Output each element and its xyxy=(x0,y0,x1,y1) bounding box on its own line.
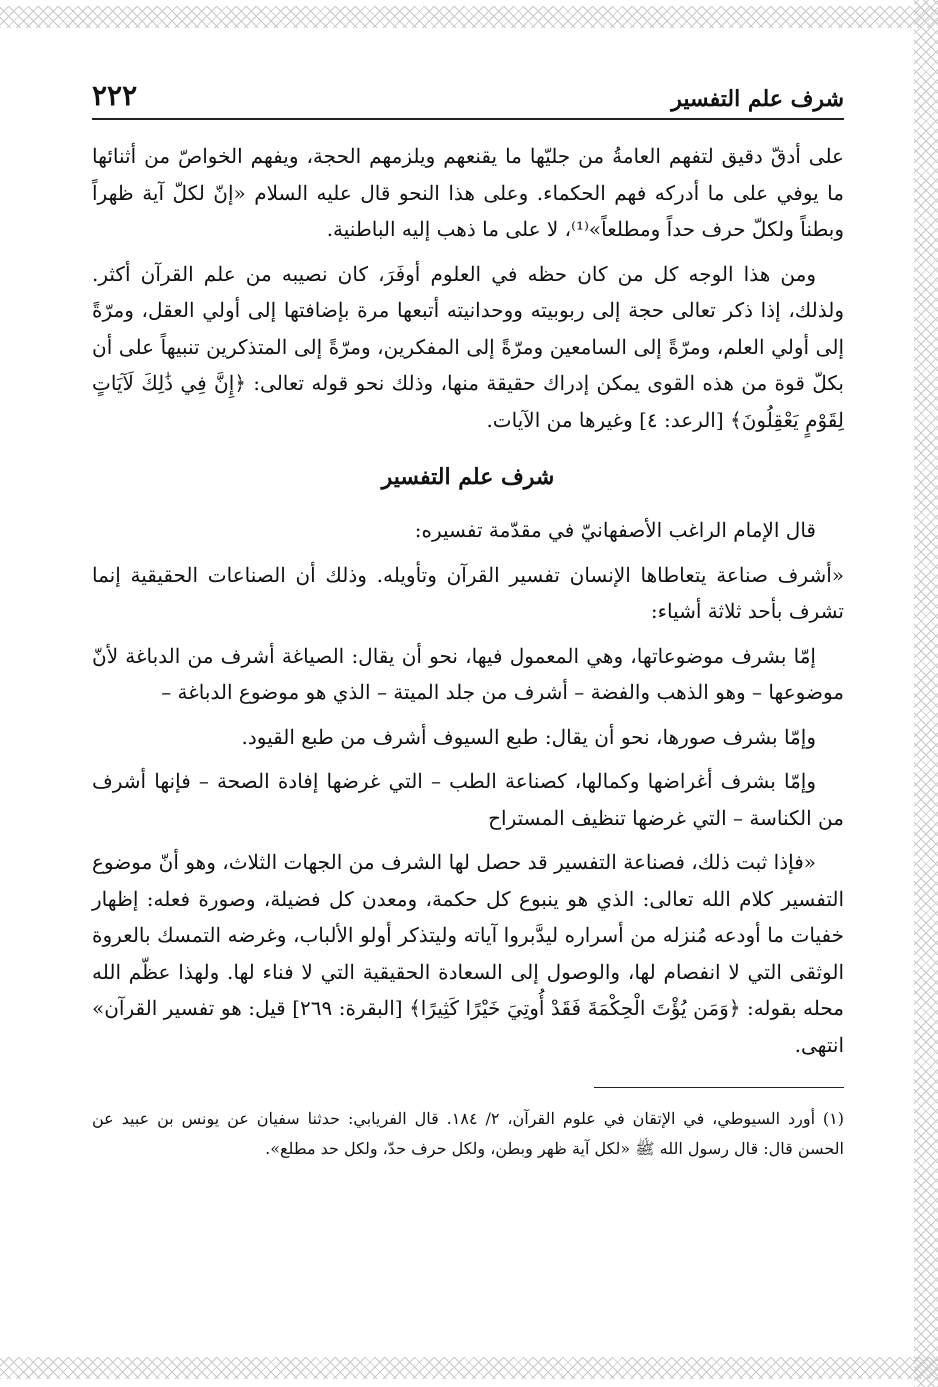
decorative-border-bottom xyxy=(0,1357,938,1379)
paragraph: ومن هذا الوجه كل من كان حظه في العلوم أوفَرَ، كان نصيبه من علم القرآن أكثر. ولذلك، إذا ذكر تعالى حجة إلى ربوبيته ووحدانيته أتبعها مرة بإضافتها إلى أولي العقل، ومرّةً إلى أولي العلم، ومرّةً إلى السامعين ومرّةً إلى المفكرين، ومرّةً إلى المتذكرين تنبيهاً على أن بكلّ قوة من هذه القوى يمكن إدراك حقيقة منها، وذلك نحو قوله تعالى: ﴿إِنَّ فِي ذَٰلِكَ لَآيَاتٍ لِقَوْمٍ يَعْقِلُونَ﴾ [الرعد: ٤] وغيرها من الآيات. xyxy=(92,261,844,432)
paragraph: وإمّا بشرف أغراضها وكمالها، كصناعة الطب – التي غرضها إفادة الصحة – فإنها أشرف من الكناسة – التي غرضها تنظيف المستراح xyxy=(92,769,844,830)
decorative-border-right xyxy=(914,0,938,1387)
book-page xyxy=(92,72,844,1180)
running-head xyxy=(92,72,844,120)
paragraph: على أدقّ دقيق لتفهم العامةُ من جليّها ما يقنعهم ويلزمهم الحجة، ويفهم الخواصّ من أثنائها ما يوفي على ما أدركه فهم الحكماء. وعلى هذا النحو قال عليه السلام «إنّ لكلّ آية ظهراً وبطناً ولكلّ حرف حداً ومطلعاً»⁽¹⁾، لا على ما ذهب إليه الباطنية. xyxy=(92,144,844,241)
footnote: (١) أورد السيوطي، في الإتقان في علوم القرآن، ٢/ ١٨٤. قال الفريابي: حدثنا سفيان عن يونس بن عبيد عن الحسن قال: قال رسول الله ﷺ «لكل آية ظهر وبطن، ولكل حرف حدّ، ولكل حد مطلع». xyxy=(92,1109,845,1158)
running-head-title: شرف علم التفسير xyxy=(671,86,844,112)
section-heading: شرف علم التفسير xyxy=(381,464,555,490)
paragraph: إمّا بشرف موضوعاتها، وهي المعمول فيها، نحو أن يقال: الصياغة أشرف من الدباغة لأنّ موضوعها – وهو الذهب والفضة – أشرف من جلد الميتة – الذي هو موضوع الدباغة – xyxy=(92,643,844,704)
paragraph: وإمّا بشرف صورها، نحو أن يقال: طبع السيوف أشرف من طبع القيود. xyxy=(241,724,816,749)
paragraph: «فإذا ثبت ذلك، فصناعة التفسير قد حصل لها الشرف من الجهات الثلاث، وهو أنّ موضوع التفسير كلام الله تعالى: الذي هو ينبوع كل حكمة، ومعدن كل فضيلة، وصورة فعله: إظهار خفيات ما أودعه مُنزله من أسراره ليدَّبروا آياته وليتذكر أولو الألباب، وغرضه التمسك بالعروة الوثقى التي لا انفصام لها، والوصول إلى السعادة الحقيقية التي لا فناء لها. ولهذا عظّم الله محله بقوله: ﴿وَمَن يُؤْتَ الْحِكْمَةَ فَقَدْ أُوتِيَ خَيْرًا كَثِيرًا﴾ [البقرة: ٢٦٩] قيل: هو تفسير القرآن» انتهى. xyxy=(92,850,844,1057)
body-text xyxy=(92,138,844,1164)
paragraph: «أشرف صناعة يتعاطاها الإنسان تفسير القرآن وتأويله. وذلك أن الصناعات الحقيقية إنما تشرف بأحد ثلاثة أشياء: xyxy=(92,562,844,623)
footnote-divider xyxy=(594,1087,844,1088)
decorative-border-top xyxy=(0,6,938,28)
page-number: ٢٢٢ xyxy=(92,79,138,112)
paragraph: قال الإمام الراغب الأصفهانيّ في مقدّمة تفسيره: xyxy=(414,518,816,542)
